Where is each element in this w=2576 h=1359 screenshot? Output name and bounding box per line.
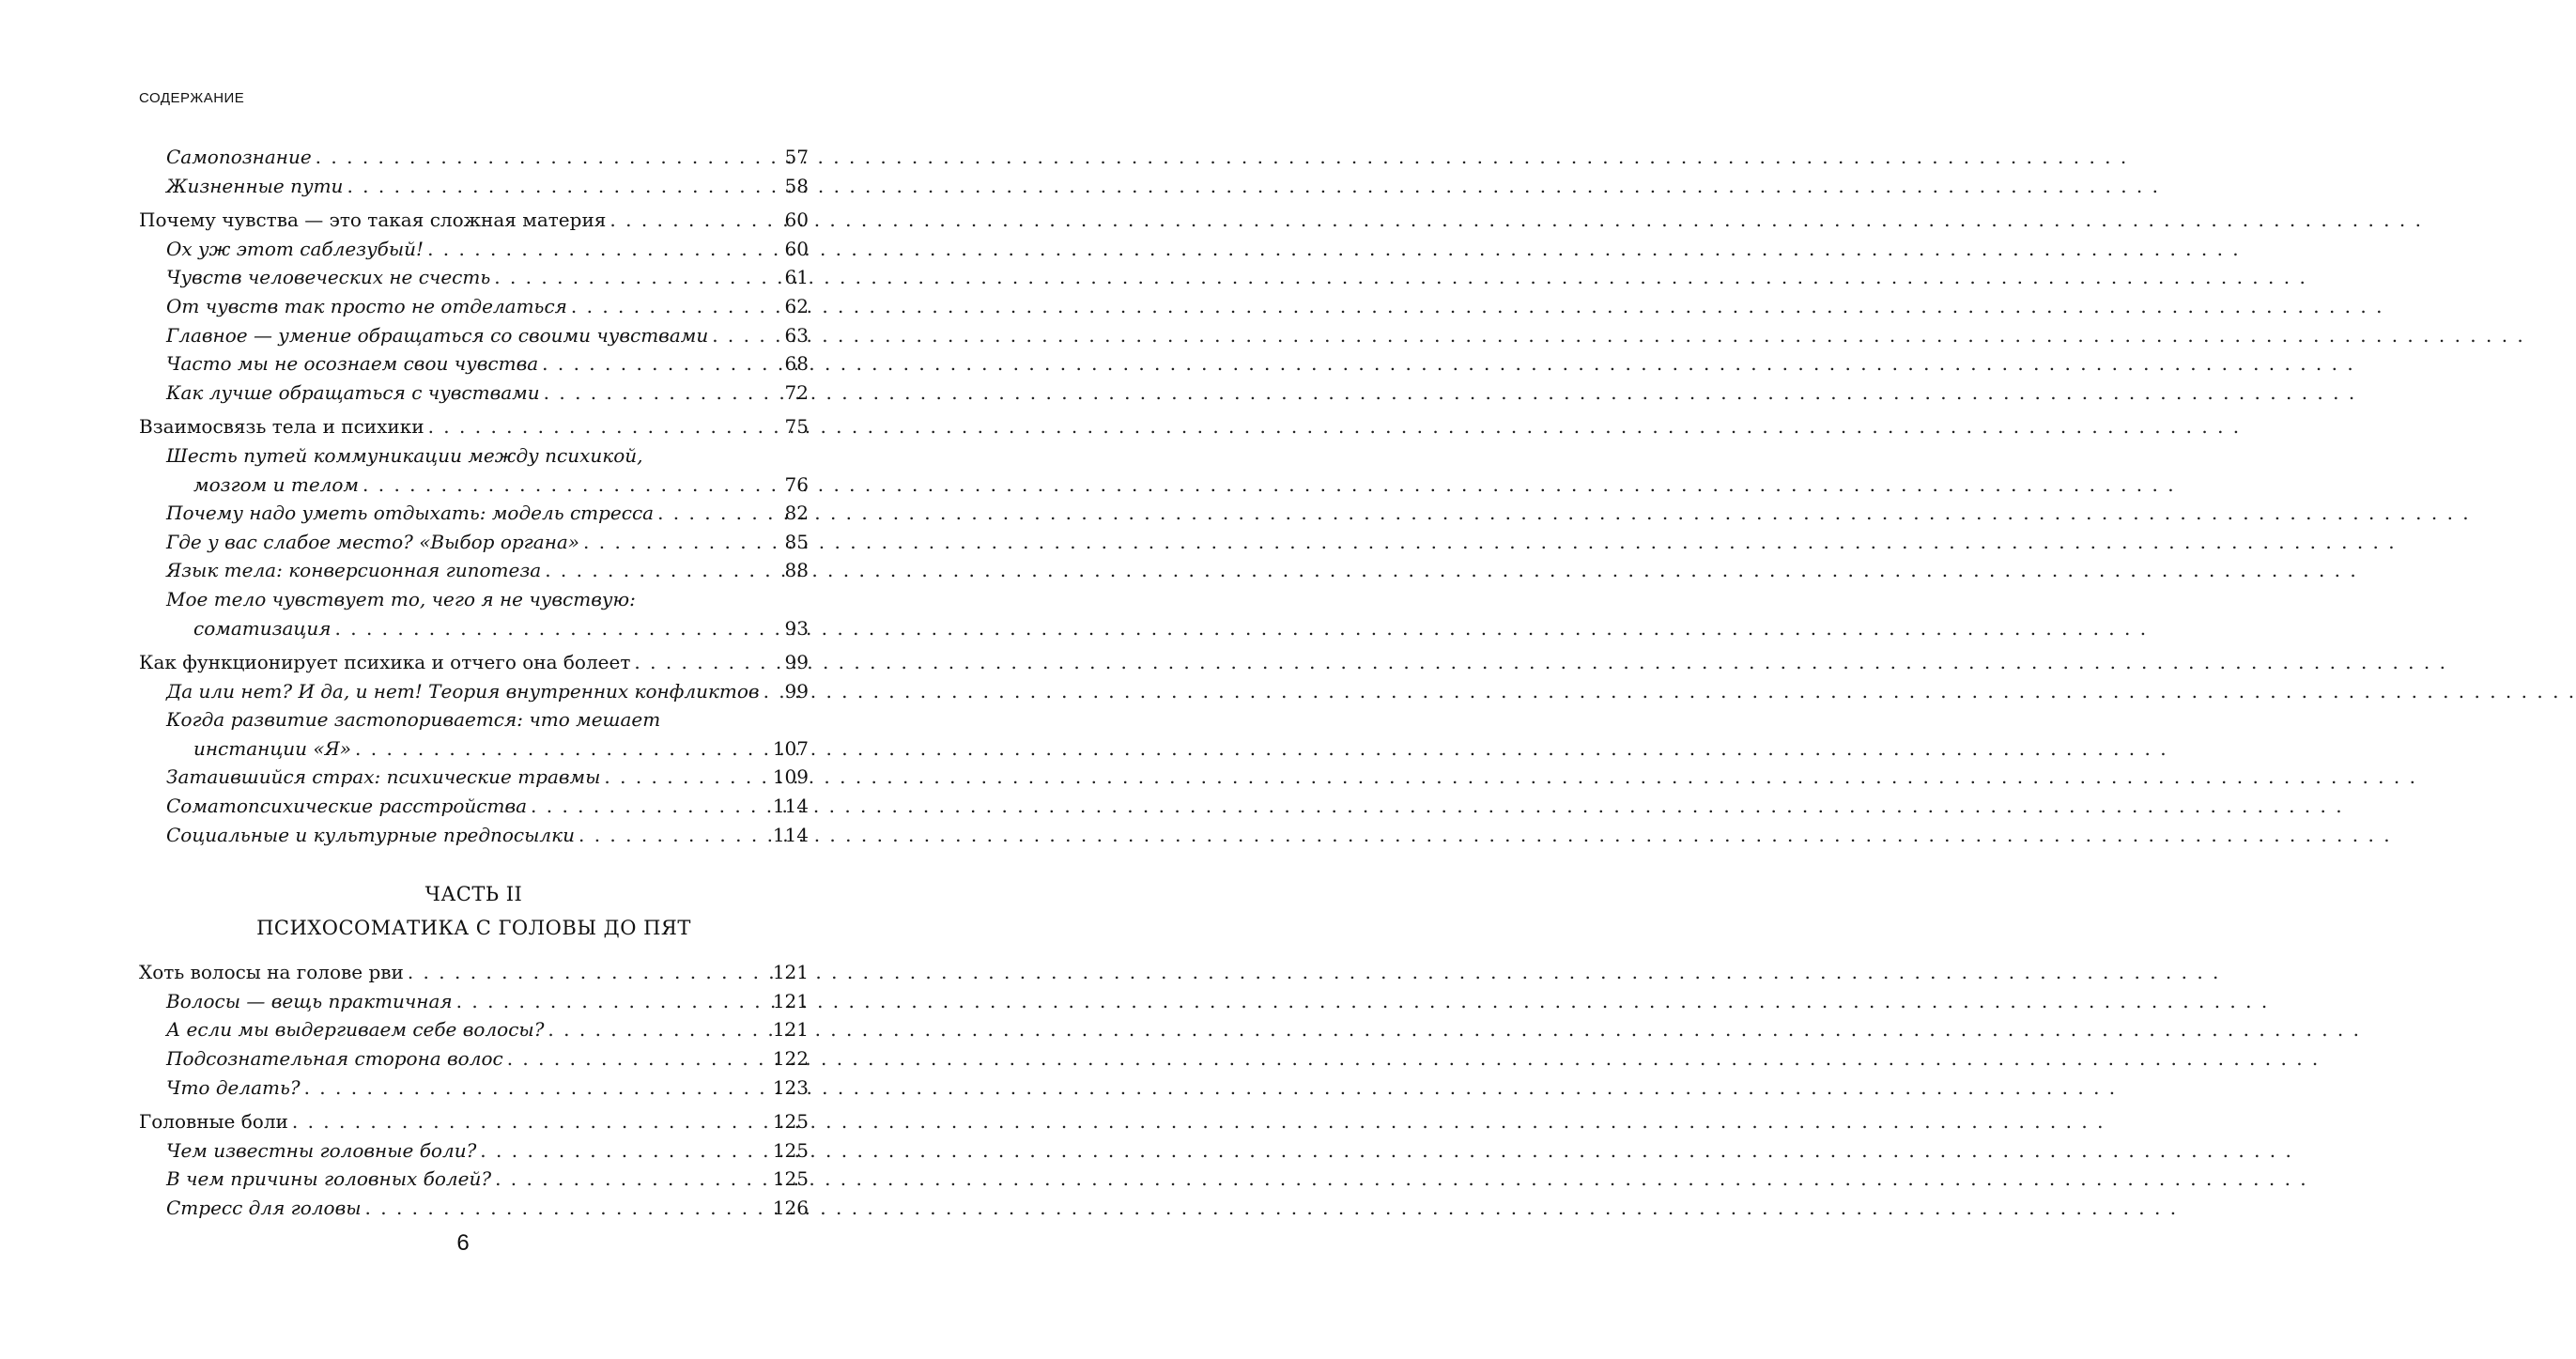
dot-leader: [764, 677, 781, 706]
dot-leader: [545, 556, 780, 585]
toc-entry-page: 93: [784, 616, 809, 640]
toc-chapter-entry: [139, 206, 809, 235]
toc-entry-page: 121: [772, 961, 809, 984]
toc-entry: [139, 499, 809, 528]
toc-chapter-entry: [139, 412, 809, 441]
dot-leader: [365, 1194, 769, 1223]
toc-entry-page: 125: [772, 1167, 809, 1191]
toc-entry-title: Чувств человеческих не счесть: [166, 266, 491, 289]
toc-entry-title: Часто мы не осознаем свои чувства: [166, 352, 539, 376]
toc-entry: [139, 172, 809, 201]
toc-entry: [139, 1136, 809, 1166]
dot-leader: [583, 528, 781, 557]
dot-leader: [304, 1073, 769, 1103]
toc-entry-title: Самопознание: [166, 146, 312, 168]
toc-entry-title-continuation: инстанции «Я»: [193, 736, 352, 760]
toc-chapter-entry: [139, 1107, 809, 1136]
toc-entry-page: 126: [772, 1197, 809, 1219]
toc-entry-page: 58: [784, 174, 809, 197]
toc-entry: [139, 821, 809, 850]
part-number: ЧАСТЬ II: [424, 883, 523, 906]
toc-entry-line: [139, 585, 809, 614]
toc-entry: [139, 1015, 809, 1044]
running-head: СОДЕРЖАНИЕ: [139, 90, 245, 106]
toc-entry-title: А если мы выдергиваем себе волосы?: [166, 1018, 545, 1042]
dot-leader: [712, 321, 780, 350]
toc-section-before: [139, 143, 809, 849]
dot-leader: [362, 471, 781, 500]
toc-entry-title: Почему надо уметь отдыхать: модель стресса: [166, 502, 655, 525]
toc-entry-page: 121: [772, 989, 809, 1012]
toc-entry-title: В чем причины головных болей?: [166, 1167, 492, 1191]
toc-entry-title: Жизненные пути: [166, 174, 344, 197]
toc-entry-title: Ох уж этот саблезубый!: [166, 237, 424, 260]
toc-entry: [139, 321, 809, 350]
dot-leader: [531, 792, 769, 821]
toc-entry-page: 76: [784, 472, 809, 496]
toc-entry: [139, 235, 809, 264]
toc-entry-title: Подсознательная сторона волос: [166, 1047, 503, 1071]
dot-leader: [428, 412, 781, 441]
toc-entry: [139, 263, 809, 292]
dot-leader: [548, 1015, 768, 1044]
dot-leader: [542, 349, 780, 378]
toc-entry-title: Что делать?: [166, 1075, 301, 1099]
dot-leader: [604, 763, 768, 792]
toc-entry-line: [139, 441, 809, 471]
toc-entry: [139, 792, 809, 821]
toc-entry: [139, 614, 809, 643]
toc-entry: [139, 763, 809, 792]
toc-entry-title: Как функционирует психика и отчего она болеет: [139, 651, 631, 674]
toc-entry: [139, 1194, 809, 1223]
toc-entry: [139, 734, 809, 764]
toc-entry-title: Волосы — вещь практичная: [166, 989, 453, 1012]
toc-entry: [139, 471, 809, 500]
dot-leader: [456, 987, 769, 1016]
toc-entry-title: Когда развитие застопоривается: что мешает: [166, 708, 661, 732]
toc-entry-page: 109: [772, 765, 809, 789]
toc-entry: [139, 528, 809, 557]
toc-entry-title: Социальные и культурные предпосылки: [166, 823, 575, 846]
toc-chapter-entry: [139, 958, 809, 987]
toc-entry-page: 75: [784, 415, 809, 439]
toc-entry-page: 57: [784, 146, 809, 168]
toc-entry: [139, 1165, 809, 1194]
dot-leader: [495, 1165, 769, 1194]
dot-leader: [578, 821, 769, 850]
toc-entry: [139, 556, 809, 585]
dot-leader: [544, 378, 781, 408]
toc-entry-title-continuation: мозгом и телом: [193, 472, 360, 496]
toc-entry: [139, 143, 809, 172]
toc-entry-page: 122: [772, 1047, 809, 1071]
toc-entry-title: Взаимосвязь тела и психики: [139, 415, 424, 439]
dot-leader: [571, 292, 781, 321]
toc-entry: [139, 677, 809, 706]
toc-entry-page: 72: [784, 380, 809, 404]
page-number: 6: [456, 1230, 470, 1256]
toc-entry-title: От чувств так просто не отделаться: [166, 294, 567, 317]
toc-entry-page: 125: [772, 1110, 809, 1134]
dot-leader: [507, 1044, 769, 1073]
toc-entry: [139, 1044, 809, 1073]
toc-entry: [139, 292, 809, 321]
toc-entry-title: Почему чувства — это такая сложная материя: [139, 208, 607, 232]
dot-leader: [316, 143, 781, 172]
toc-entry-page: 85: [784, 530, 809, 553]
toc-entry-page: 123: [772, 1075, 809, 1099]
toc-entry-page: 82: [784, 502, 809, 525]
toc-entry: [139, 349, 809, 378]
toc-entry-title: Где у вас слабое место? «Выбор органа»: [166, 530, 580, 553]
toc-entry-title-continuation: соматизация: [193, 616, 332, 640]
dot-leader: [335, 614, 781, 643]
dot-leader: [480, 1136, 769, 1166]
dot-leader: [347, 172, 780, 201]
dot-leader: [609, 206, 780, 235]
toc-entry-page: 61: [784, 266, 809, 289]
toc-entry-page: 68: [784, 352, 809, 376]
toc-entry-line: [139, 705, 809, 734]
dot-leader: [355, 734, 769, 764]
toc-entry: [139, 1073, 809, 1103]
toc-entry-page: 99: [784, 679, 809, 703]
dot-leader: [427, 235, 780, 264]
toc-entry-page: 125: [772, 1138, 809, 1162]
toc-entry-title: Шесть путей коммуникации между психикой,: [166, 443, 643, 467]
toc-entry-title: Главное — умение обращаться со своими чувствами: [166, 323, 709, 347]
toc-entry-page: 107: [772, 736, 809, 760]
toc-entry-title: Хоть волосы на голове рви: [139, 961, 404, 984]
dot-leader: [657, 499, 780, 528]
toc-entry-title: Как лучше обращаться с чувствами: [166, 380, 540, 404]
toc-entry-title: Язык тела: конверсионная гипотеза: [166, 559, 542, 582]
toc-entry-title: Соматопсихические расстройства: [166, 795, 528, 818]
toc-entry-title: Головные боли: [139, 1110, 288, 1134]
toc-entry-page: 121: [772, 1018, 809, 1042]
toc-entry: [139, 378, 809, 408]
toc-entry-title: Да или нет? И да, и нет! Теория внутренних конфликтов: [166, 679, 760, 703]
toc-section-after: [139, 958, 809, 1222]
toc-entry-page: 99: [784, 651, 809, 674]
dot-leader: [634, 648, 780, 677]
toc-entry-title: Чем известны головные боли?: [166, 1138, 477, 1162]
toc-entry: [139, 987, 809, 1016]
toc-entry-title: Стресс для головы: [166, 1197, 362, 1219]
toc-entry-page: 88: [784, 559, 809, 582]
toc-entry-page: 114: [772, 823, 809, 846]
toc-entry-title: Мое тело чувствует то, чего я не чувствую:: [166, 587, 636, 610]
toc-entry-page: 114: [772, 795, 809, 818]
part-title: ПСИХОСОМАТИКА С ГОЛОВЫ ДО ПЯТ: [256, 917, 691, 940]
dot-leader: [292, 1107, 769, 1136]
toc-chapter-entry: [139, 648, 809, 677]
toc-entry-page: 60: [784, 237, 809, 260]
toc-entry-page: 63: [784, 323, 809, 347]
table-of-contents: [139, 143, 809, 1223]
toc-entry-page: 60: [784, 208, 809, 232]
part-heading-block: [139, 877, 809, 945]
toc-entry-page: 62: [784, 294, 809, 317]
dot-leader: [494, 263, 780, 292]
dot-leader: [408, 958, 769, 987]
toc-entry-title: Затаившийся страх: психические травмы: [166, 765, 601, 789]
